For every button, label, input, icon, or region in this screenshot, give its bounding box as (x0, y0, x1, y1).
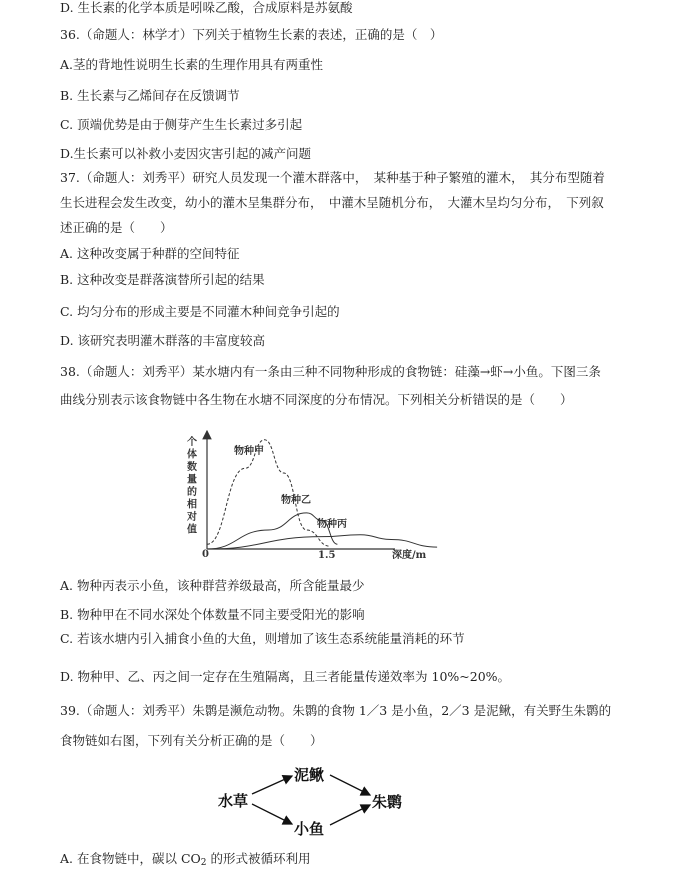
arrow-xiaoyu-zhuhuan (330, 805, 370, 825)
series-label-jia: 物种甲 (234, 446, 264, 457)
q37-option-a: A. 这种改变属于种群的空间特征 (60, 246, 240, 261)
q39-stem-line1: 39.（命题人：刘秀平）朱鹮是濒危动物。朱鹮的食物 1／3 是小鱼，2／3 是泥鳅，有关野生朱鹮的 (60, 703, 612, 718)
subscript-2: 2 (200, 858, 207, 868)
arrow-shuicao-niqiu (252, 776, 292, 794)
q36-option-c: C. 顶端优势是由于侧芽产生生长素过多引起 (60, 117, 303, 132)
y-axis-label-char: 对 (187, 512, 197, 523)
q38-stem-line1: 38.（命题人：刘秀平）某水塘内有一条由三种不同物种形成的食物链：硅藻→虾→小鱼。下图三条 (60, 364, 601, 379)
q38-option-d: D. 物种甲、乙、丙之间一定存在生殖隔离，且三者能量传递效率为 10%~20%。 (60, 669, 511, 684)
y-axis-label-char: 个 (187, 437, 197, 448)
q38-option-a: A. 物种丙表示小鱼，该种群营养级最高，所含能量最少 (60, 578, 365, 593)
arrow-shuicao-xiaoyu (252, 804, 292, 824)
arrow-niqiu-zhuhuan (330, 775, 370, 795)
node-xiaoyu: 小鱼 (294, 820, 325, 838)
depth-distribution-chart (180, 425, 440, 570)
q38-stem-line2: 曲线分别表示该食物链中各生物在水塘不同深度的分布情况。下列相关分析错误的是（ ） (60, 392, 573, 407)
q37-stem-line1: 37.（命题人：刘秀平）研究人员发现一个灌木群落中， 某种基于种子繁殖的灌木， 其分布型随着 (60, 170, 605, 185)
node-zhuhuan: 朱鹮 (372, 793, 403, 811)
y-axis-label (186, 435, 197, 536)
q38-option-c: C. 若该水塘内引入捕食小鱼的大鱼，则增加了该生态系统能量消耗的环节 (60, 631, 465, 646)
q36-stem: 36.（命题人：林学才）下列关于植物生长素的表述，正确的是（ ） (60, 27, 443, 42)
q36-option-a: A.茎的背地性说明生长素的生理作用具有两重性 (60, 57, 324, 72)
y-axis-label-char: 数 (187, 462, 197, 473)
node-shuicao: 水草 (218, 792, 249, 810)
q37-stem-line3: 述正确的是（ ） (60, 220, 173, 235)
origin-label: 0 (202, 549, 209, 560)
x-axis-label: 深度/m (392, 550, 427, 561)
q37-option-c: C. 均匀分布的形成主要是不同灌木种间竞争引起的 (60, 304, 340, 319)
q36-option-d: D.生长素可以补救小麦因灾害引起的减产问题 (60, 146, 312, 161)
x-tick-label: 1.5 (318, 550, 336, 561)
y-axis-label-char: 量 (187, 474, 197, 486)
q36-option-b: B. 生长素与乙烯间存在反馈调节 (60, 88, 240, 103)
q37-stem-line2: 生长进程会发生改变，幼小的灌木呈集群分布， 中灌木呈随机分布， 大灌木呈均匀分布， 下列叙 (60, 195, 604, 210)
q39-option-a (60, 851, 310, 871)
y-axis-label-char: 的 (187, 487, 197, 498)
y-axis-label-char: 相 (187, 499, 197, 511)
q38-option-b: B. 物种甲在不同水深处个体数量不同主要受阳光的影响 (60, 607, 365, 622)
q39-stem-line2: 食物链如右图，下列有关分析正确的是（ ） (60, 733, 323, 748)
food-web-diagram (210, 758, 410, 840)
y-axis-label-char: 体 (187, 449, 197, 461)
series-label-bing: 物种丙 (317, 519, 347, 530)
q39-option-a-text: A. 在食物链中，碳以 CO (60, 851, 201, 866)
q37-option-b: B. 这种改变是群落演替所引起的结果 (60, 272, 265, 287)
q35-option-d: D. 生长素的化学本质是吲哚乙酸，合成原料是苏氨酸 (60, 0, 353, 15)
node-niqiu: 泥鳅 (294, 766, 325, 784)
series-label-yi: 物种乙 (281, 495, 311, 506)
y-axis-label-char: 值 (187, 524, 197, 536)
q37-option-d: D. 该研究表明灌木群落的丰富度较高 (60, 333, 266, 348)
q39-option-a-tail: 的形式被循环利用 (206, 851, 311, 866)
